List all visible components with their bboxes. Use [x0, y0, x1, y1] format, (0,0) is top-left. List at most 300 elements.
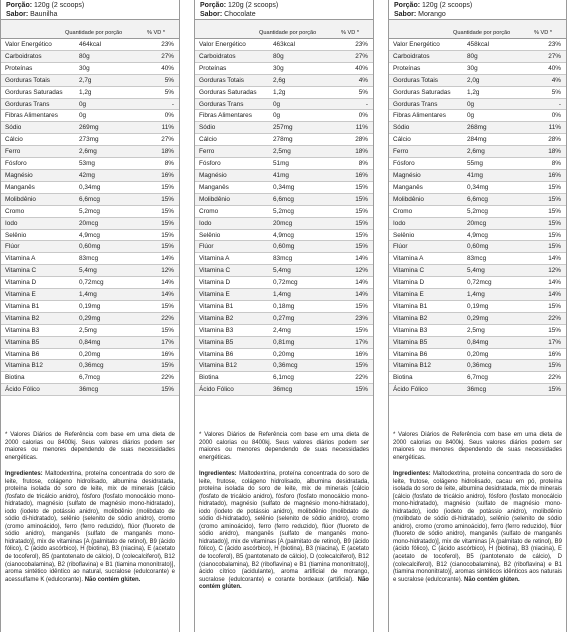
nutrient-name: Cálcio — [5, 136, 23, 144]
nutrient-row — [389, 75, 566, 87]
footnote: * Valores Diários de Referência com base em uma dieta de 2000 calorias ou 8400kj. Seus valores diários podem ser maiores ou menores dependendo de suas necessidades energéticas. — [199, 432, 369, 461]
nutrient-row — [1, 51, 179, 63]
nutrient-name: Gorduras Trans — [393, 100, 438, 108]
nutrient-name: Flúor — [199, 243, 214, 251]
footnote: * Valores Diários de Referência com base em uma dieta de 2000 calorias ou 8400kj. Seus valores diários podem ser maiores ou menores dependendo de suas necessidades energéticas. — [393, 432, 562, 461]
nutrient-quantity: 4,9mcg — [467, 231, 488, 239]
nutrient-row — [389, 301, 566, 313]
ingredients-text: Maltodextrina, proteína concentrada do soro de leite, frutose, colágeno hidrolisado, cacau em pó, proteína isolada do soro de leite, albumina desidratada, mix de minerais [cálcio (fosfato de tricálcio anidro), fósforo (fosfato monocálcio mono-hidratado), magnésio (sulfato de magnésio mono-hidratado), iodo (iodeto de potássio anidro), molibdênio (molibdato de sódio di-hidratado), selênio (selenito de sódio anidro), cromo (cromo aminoácido), ferro (ferro reduzido), flúor (fluoreto de sódio anidro), manganês (sulfato de manganês mono-hidratado)], mix de vitaminas [A (palmitato de retinol), B9 (ácido fólico), C (ácido ascórbico), H (biotina), B3 (niacina), E (acetato de tocoferol), B5 (pantotenato de cálcio), D (colecalciferol), B12 (cianocobalamina), B2 (riboflavina) e B1 (tiamina mononitrato)], aromas sintéticos idênticos aos naturais e sucralose (edulcorante). — [393, 471, 562, 583]
flavor-value: Morango — [418, 10, 446, 18]
nutrient-quantity: 41mg — [273, 171, 289, 179]
nutrient-row — [1, 75, 179, 87]
nutrient-row — [195, 194, 373, 206]
nutrient-daily-value: 14% — [355, 279, 368, 287]
nutrient-daily-value: 0% — [164, 112, 174, 120]
nutrient-name: Fibras Alimentares — [199, 112, 252, 120]
nutrient-row — [389, 253, 566, 265]
nutrient-name: Selênio — [199, 231, 221, 239]
nutrient-quantity: 464kcal — [79, 41, 102, 48]
nutrient-name: Ácido Fólico — [393, 386, 428, 394]
flavor-line — [6, 11, 174, 20]
nutrient-row — [1, 158, 179, 170]
nutrient-daily-value: 15% — [548, 386, 561, 394]
nutrient-quantity: 0,72mcg — [79, 279, 104, 287]
column-header — [195, 20, 373, 39]
nutrient-name: Vitamina B6 — [5, 350, 40, 358]
panel-header — [389, 0, 566, 20]
nutrient-quantity: 51mg — [273, 160, 289, 168]
nutrient-row — [389, 218, 566, 230]
nutrient-daily-value: 40% — [355, 64, 368, 72]
nutrient-daily-value: 14% — [548, 291, 561, 299]
nutrient-name: Vitamina E — [5, 291, 36, 299]
nutrient-name: Vitamina B2 — [199, 314, 234, 322]
nutrient-row — [195, 360, 373, 372]
nutrient-name: Gorduras Saturadas — [199, 88, 257, 96]
nutrient-daily-value: 18% — [161, 148, 174, 156]
nutrient-row — [1, 289, 179, 301]
portion-label: Porção: — [6, 2, 33, 9]
flavor-value: Baunilha — [30, 10, 58, 18]
nutrient-name: Manganês — [199, 183, 229, 191]
nutrient-name: Iodo — [393, 219, 406, 227]
nutrient-name: Ferro — [5, 148, 21, 156]
nutrient-row — [389, 289, 566, 301]
column-header — [1, 20, 179, 39]
nutrient-row — [195, 75, 373, 87]
nutrient-daily-value: 14% — [548, 255, 561, 263]
nutrient-row — [1, 206, 179, 218]
nutrient-row — [195, 218, 373, 230]
nutrient-quantity: 5,4mg — [467, 267, 485, 275]
vd-column-header: % VD * — [146, 30, 165, 36]
nutrient-name: Vitamina B5 — [393, 338, 428, 346]
portion-value: 120g (2 scoops) — [422, 2, 473, 9]
nutrient-name: Sódio — [393, 124, 410, 132]
nutrient-quantity: 6,6mcg — [467, 195, 488, 203]
nutrient-name: Gorduras Saturadas — [393, 88, 451, 96]
flavor-value: Chocolate — [224, 10, 256, 18]
nutrient-name: Cromo — [393, 207, 413, 215]
nutrient-quantity: 41mg — [467, 171, 483, 179]
nutrient-quantity: 83mcg — [273, 255, 293, 263]
nutrient-row — [389, 360, 566, 372]
nutrient-quantity: 2,5mg — [273, 148, 291, 156]
nutrient-daily-value: 28% — [355, 136, 368, 144]
vd-column-header: % VD * — [533, 30, 552, 36]
nutrient-row — [195, 253, 373, 265]
nutrient-daily-value: 15% — [355, 231, 368, 239]
flavor-label: Sabor: — [394, 10, 417, 18]
nutrient-quantity: 6,7mcg — [467, 374, 488, 382]
nutrient-daily-value: 15% — [548, 326, 561, 334]
nutrient-quantity: 5,2mcg — [273, 207, 294, 215]
qty-column-header: Quantidade por porção — [453, 30, 511, 36]
nutrient-quantity: 0,20mg — [273, 350, 295, 358]
nutrient-name: Vitamina E — [199, 291, 230, 299]
nutrient-quantity: 6,6mcg — [273, 195, 294, 203]
nutrient-quantity: 2,6mg — [467, 148, 485, 156]
nutrient-name: Fósforo — [199, 160, 221, 168]
nutrient-row — [389, 110, 566, 122]
nutrient-daily-value: - — [365, 100, 368, 108]
nutrient-quantity: 0,34mg — [79, 183, 101, 191]
nutrient-daily-value: 40% — [161, 64, 174, 72]
nutrient-row — [389, 134, 566, 146]
nutrient-name: Carboidratos — [393, 52, 430, 60]
nutrient-quantity: 30g — [467, 64, 478, 72]
nutrient-quantity: 1,2g — [79, 88, 92, 96]
nutrient-daily-value: 18% — [548, 148, 561, 156]
nutrient-daily-value: 15% — [548, 219, 561, 227]
ingredients — [393, 471, 562, 584]
nutrient-name: Vitamina D — [199, 279, 231, 287]
nutrient-row — [1, 360, 179, 372]
nutrient-name: Vitamina B6 — [393, 350, 428, 358]
nutrient-row — [195, 146, 373, 158]
nutrient-daily-value: 11% — [548, 124, 561, 132]
nutrient-quantity: 80g — [467, 52, 478, 60]
nutrient-quantity: 5,4mg — [79, 267, 97, 275]
nutrient-row — [389, 265, 566, 277]
nutrient-quantity: 0,36mcg — [79, 362, 104, 370]
nutrient-name: Proteínas — [393, 64, 421, 72]
nutrient-row — [1, 313, 179, 325]
nutrient-name: Biotina — [5, 374, 25, 382]
nutrient-daily-value: 8% — [551, 160, 561, 168]
nutrient-name: Vitamina B12 — [393, 362, 431, 370]
nutrient-daily-value: 5% — [551, 88, 561, 96]
portion-value: 120g (2 scoops) — [34, 2, 85, 9]
gluten-note: Não contém glúten. — [464, 576, 520, 583]
nutrient-quantity: 5,4mg — [273, 267, 291, 275]
nutrient-quantity: 30g — [79, 64, 90, 72]
nutrient-daily-value: 23% — [355, 314, 368, 322]
nutrient-quantity: 20mcg — [467, 219, 487, 227]
nutrient-daily-value: 27% — [161, 136, 174, 144]
nutrient-daily-value: 15% — [355, 207, 368, 215]
nutrient-name: Molibdênio — [5, 195, 36, 203]
nutrient-daily-value: 15% — [355, 243, 368, 251]
nutrient-daily-value: 16% — [548, 350, 561, 358]
nutrient-name: Carboidratos — [5, 52, 42, 60]
nutrient-daily-value: 11% — [161, 124, 174, 132]
nutrient-daily-value: 16% — [548, 171, 561, 179]
nutrient-row — [389, 337, 566, 349]
nutrient-row — [195, 206, 373, 218]
nutrient-row — [195, 325, 373, 337]
nutrient-row — [195, 134, 373, 146]
nutrient-name: Valor Energético — [5, 41, 52, 48]
nutrient-row — [389, 349, 566, 361]
nutrient-quantity: 5,2mcg — [79, 207, 100, 215]
nutrient-row — [1, 384, 179, 396]
nutrient-quantity: 0,84mg — [79, 338, 101, 346]
nutrient-name: Proteínas — [199, 64, 227, 72]
nutrient-quantity: 0,29mg — [79, 314, 101, 322]
ingredients — [5, 471, 175, 584]
nutrient-quantity: 0,34mg — [273, 183, 295, 191]
nutrient-quantity: 4,9mcg — [79, 231, 100, 239]
nutrient-row — [1, 194, 179, 206]
nutrient-rows — [195, 39, 373, 396]
nutrient-quantity: 36mcg — [467, 386, 487, 394]
portion-line — [200, 2, 368, 11]
nutrient-name: Ácido Fólico — [199, 386, 234, 394]
nutrient-daily-value: 23% — [548, 41, 561, 48]
nutrient-quantity: 0,36mcg — [273, 362, 298, 370]
nutrient-daily-value: 22% — [548, 374, 561, 382]
nutrient-row — [389, 122, 566, 134]
nutrient-daily-value: 15% — [355, 183, 368, 191]
nutrient-daily-value: 16% — [161, 171, 174, 179]
portion-label: Porção: — [200, 2, 227, 9]
nutrient-row — [195, 110, 373, 122]
nutrient-quantity: 278mg — [273, 136, 293, 144]
ingredients-label: Ingredientes: — [199, 471, 237, 477]
nutrient-row — [389, 158, 566, 170]
nutrient-daily-value: 15% — [548, 183, 561, 191]
nutrient-row — [389, 241, 566, 253]
nutrient-daily-value: 15% — [548, 243, 561, 251]
nutrient-daily-value: 14% — [161, 291, 174, 299]
nutrient-row — [389, 99, 566, 111]
nutrient-row — [389, 372, 566, 384]
nutrient-row — [1, 325, 179, 337]
nutrient-quantity: 1,4mg — [273, 291, 291, 299]
nutrient-daily-value: 17% — [355, 338, 368, 346]
nutrient-daily-value: 0% — [358, 112, 368, 120]
portion-line — [6, 2, 174, 11]
nutrient-quantity: 1,2g — [273, 88, 286, 96]
nutrient-quantity: 36mcg — [273, 386, 293, 394]
nutrient-daily-value: 15% — [355, 326, 368, 334]
nutrient-row — [195, 158, 373, 170]
nutrient-daily-value: 28% — [548, 136, 561, 144]
nutrient-quantity: 0,20mg — [79, 350, 101, 358]
nutrient-quantity: 0,36mcg — [467, 362, 492, 370]
nutrient-row — [1, 110, 179, 122]
nutrient-daily-value: 5% — [358, 88, 368, 96]
nutrient-name: Biotina — [393, 374, 413, 382]
nutrient-daily-value: 15% — [161, 219, 174, 227]
nutrient-quantity: 458kcal — [467, 41, 490, 48]
nutrient-daily-value: 0% — [551, 112, 561, 120]
nutrient-row — [389, 87, 566, 99]
nutrient-row — [1, 337, 179, 349]
nutrition-table-2 — [388, 0, 567, 632]
panel-header — [195, 0, 373, 20]
nutrient-name: Vitamina B2 — [393, 314, 428, 322]
nutrition-table-0 — [0, 0, 180, 632]
nutrient-daily-value: 14% — [161, 279, 174, 287]
flavor-line — [394, 11, 561, 20]
nutrient-daily-value: 15% — [355, 219, 368, 227]
nutrient-row — [389, 146, 566, 158]
nutrient-daily-value: 15% — [548, 362, 561, 370]
nutrient-row — [195, 122, 373, 134]
nutrient-row — [195, 170, 373, 182]
nutrient-name: Manganês — [5, 183, 35, 191]
nutrient-row — [195, 182, 373, 194]
nutrient-name: Flúor — [393, 243, 408, 251]
nutrient-quantity: 0,60mg — [273, 243, 295, 251]
nutrient-name: Vitamina B1 — [393, 302, 428, 310]
nutrient-row — [195, 241, 373, 253]
nutrient-row — [389, 170, 566, 182]
portion-line — [394, 2, 561, 11]
nutrient-quantity: 0g — [79, 100, 87, 108]
nutrient-daily-value: 22% — [161, 374, 174, 382]
nutrient-name: Vitamina B5 — [199, 338, 234, 346]
nutrient-quantity: 6,1mcg — [273, 374, 294, 382]
nutrient-name: Gorduras Saturadas — [5, 88, 63, 96]
nutrient-name: Gorduras Totais — [199, 76, 244, 84]
nutrient-row — [1, 241, 179, 253]
nutrient-quantity: 0,34mg — [467, 183, 489, 191]
panel-header — [1, 0, 179, 20]
flavor-label: Sabor: — [6, 10, 29, 18]
nutrient-name: Manganês — [393, 183, 423, 191]
nutrient-name: Vitamina B12 — [199, 362, 237, 370]
nutrient-quantity: 0,72mcg — [467, 279, 492, 287]
nutrient-row — [1, 122, 179, 134]
portion-label: Porção: — [394, 2, 421, 9]
nutrient-daily-value: 15% — [161, 386, 174, 394]
nutrient-daily-value: - — [558, 100, 561, 108]
nutrient-name: Vitamina C — [393, 267, 425, 275]
nutrient-row — [195, 51, 373, 63]
nutrient-quantity: 0g — [467, 100, 475, 108]
nutrient-name: Magnésio — [393, 171, 421, 179]
nutrient-quantity: 36mcg — [79, 386, 99, 394]
flavor-line — [200, 11, 368, 20]
nutrient-daily-value: 18% — [355, 148, 368, 156]
nutrient-rows — [1, 39, 179, 396]
nutrient-daily-value: 40% — [548, 64, 561, 72]
nutrient-row — [389, 63, 566, 75]
nutrient-rows — [389, 39, 566, 396]
ingredients-label: Ingredientes: — [5, 471, 43, 477]
nutrient-quantity: 30g — [273, 64, 284, 72]
nutrient-name: Gorduras Totais — [393, 76, 438, 84]
nutrient-quantity: 2,6g — [273, 76, 286, 84]
nutrient-name: Vitamina B3 — [393, 326, 428, 334]
nutrient-daily-value: 14% — [548, 279, 561, 287]
ingredients-text: Maltodextrina, proteína concentrada do soro de leite, frutose, colágeno hidrolisado, albumina desidratada, proteína isolada do soro de leite, mix de minerais [cálcio (fosfato de tricálcio anidro), fósforo (fosfato monocálcio mono-hidratado), magnésio (sulfato de magnésio mono-hidratado), iodo (iodeto de potássio anidro), molibdênio (molibdato de sódio di-hidratado), selênio (selenito de sódio anidro), cromo (cromo aminoácido), ferro (ferro reduzido), flúor (fluoreto de sódio anidro), manganês (sulfato de manganês mono-hidratado)], mix de vitaminas [A (palmitato de retinol), B9 (ácido fólico), C (ácido ascórbico), H (biotina), B3 (niacina), E (acetato de tocoferol), B5 (pantotenato de cálcio), D (colecalciferol), B12 (cianocobalamina), B2 (riboflavina) e B1 (tiamina mononitrato)], aroma sintético idêntico ao natural, sucralose (edulcorante) e acessulfame K (edulcorante). — [5, 471, 175, 583]
nutrient-quantity: 0,20mg — [467, 350, 489, 358]
nutrient-name: Fibras Alimentares — [393, 112, 446, 120]
nutrient-row — [1, 134, 179, 146]
nutrient-row — [1, 63, 179, 75]
portion-value: 120g (2 scoops) — [228, 2, 279, 9]
nutrient-row — [389, 313, 566, 325]
nutrient-daily-value: 15% — [548, 231, 561, 239]
nutrient-daily-value: 15% — [161, 362, 174, 370]
nutrient-name: Vitamina D — [5, 279, 37, 287]
nutrient-quantity: 284mg — [467, 136, 487, 144]
nutrition-table-1 — [194, 0, 374, 632]
nutrient-name: Biotina — [199, 374, 219, 382]
nutrient-daily-value: 5% — [164, 88, 174, 96]
nutrient-row — [389, 39, 566, 51]
nutrient-quantity: 2,5mg — [79, 326, 97, 334]
nutrient-name: Sódio — [5, 124, 22, 132]
nutrient-daily-value: 14% — [355, 255, 368, 263]
nutrient-quantity: 80g — [79, 52, 90, 60]
footnote: * Valores Diários de Referência com base em uma dieta de 2000 calorias ou 8400kj. Seus valores diários podem ser maiores ou menores dependendo de suas necessidades energéticas. — [5, 432, 175, 461]
nutrient-quantity: 1,2g — [467, 88, 480, 96]
nutrient-row — [1, 265, 179, 277]
nutrient-quantity: 0g — [79, 112, 87, 120]
nutrient-row — [1, 301, 179, 313]
nutrient-row — [195, 265, 373, 277]
nutrient-quantity: 268mg — [467, 124, 487, 132]
nutrient-quantity: 53mg — [79, 160, 95, 168]
ingredients — [199, 471, 369, 592]
nutrient-daily-value: 15% — [161, 195, 174, 203]
nutrient-daily-value: 27% — [548, 52, 561, 60]
nutrient-name: Vitamina E — [393, 291, 424, 299]
nutrient-quantity: 0g — [273, 100, 281, 108]
nutrient-row — [1, 253, 179, 265]
nutrient-name: Vitamina B5 — [5, 338, 40, 346]
nutrient-name: Cálcio — [393, 136, 411, 144]
nutrient-row — [1, 372, 179, 384]
nutrient-daily-value: 15% — [548, 195, 561, 203]
nutrient-quantity: 5,2mcg — [467, 207, 488, 215]
nutrient-daily-value: 15% — [161, 243, 174, 251]
nutrient-daily-value: 23% — [161, 41, 174, 48]
nutrient-row — [389, 277, 566, 289]
nutrient-quantity: 4,9mcg — [273, 231, 294, 239]
nutrient-name: Fósforo — [393, 160, 415, 168]
nutrient-row — [195, 372, 373, 384]
ingredients-text: Maltodextrina, proteína concentrada do soro de leite, frutose, colágeno hidrolisado, albumina desidratada, proteína isolada do soro de leite, mix de minerais [cálcio (fosfato de tricálcio anidro), fósforo (fosfato monocálcio mono-hidratado), magnésio (sulfato de magnésio mono-hidratado), iodo (iodeto de potássio anidro), molibdênio (molibdato de sódio di-hidratado), selênio (selenito de sódio anidro), cromo (cromo aminoácido), ferro (ferro reduzido), flúor (fluoreto de sódio anidro), manganês (sulfato de manganês mono-hidratado)], mix de vitaminas [A (palmitato de retinol), B9 (ácido fólico), C (ácido ascórbico), H (biotina), B3 (niacina), E (acetato de tocoferol), B5 (pantotenato de cálcio), D (colecalciferol), B12 (cianocobalamina), B2 (riboflavina) e B1 (tiamina mononitrato)], ácido cítrico (acidulante), aroma artificial de morango, sucralose (edulcorante) e corante bordeaux (artificial). — [199, 471, 369, 583]
nutrient-quantity: 2,6mg — [79, 148, 97, 156]
nutrient-quantity: 0,19mg — [467, 302, 489, 310]
nutrient-name: Cromo — [5, 207, 25, 215]
nutrient-row — [195, 289, 373, 301]
nutrient-row — [195, 87, 373, 99]
nutrient-daily-value: 15% — [355, 302, 368, 310]
nutrient-daily-value: 15% — [161, 326, 174, 334]
ingredients-label: Ingredientes: — [393, 471, 431, 477]
nutrient-daily-value: 15% — [161, 207, 174, 215]
nutrient-quantity: 83mcg — [467, 255, 487, 263]
nutrient-daily-value: 5% — [164, 76, 174, 84]
nutrient-name: Gorduras Totais — [5, 76, 50, 84]
nutrient-row — [389, 325, 566, 337]
nutrient-name: Gorduras Trans — [5, 100, 50, 108]
nutrient-name: Molibdênio — [199, 195, 230, 203]
nutrient-name: Flúor — [5, 243, 20, 251]
nutrient-row — [195, 337, 373, 349]
nutrient-name: Molibdênio — [393, 195, 424, 203]
nutrient-row — [1, 170, 179, 182]
nutrient-quantity: 0,29mg — [467, 314, 489, 322]
nutrient-daily-value: 15% — [161, 183, 174, 191]
nutrient-daily-value: 23% — [355, 41, 368, 48]
nutrient-quantity: 2,7g — [79, 76, 92, 84]
nutrient-name: Vitamina A — [5, 255, 36, 263]
nutrient-quantity: 6,7mcg — [79, 374, 100, 382]
nutrient-daily-value: 11% — [355, 124, 368, 132]
nutrient-name: Sódio — [199, 124, 216, 132]
nutrient-quantity: 55mg — [467, 160, 483, 168]
nutrient-daily-value: 22% — [355, 374, 368, 382]
nutrient-row — [389, 194, 566, 206]
